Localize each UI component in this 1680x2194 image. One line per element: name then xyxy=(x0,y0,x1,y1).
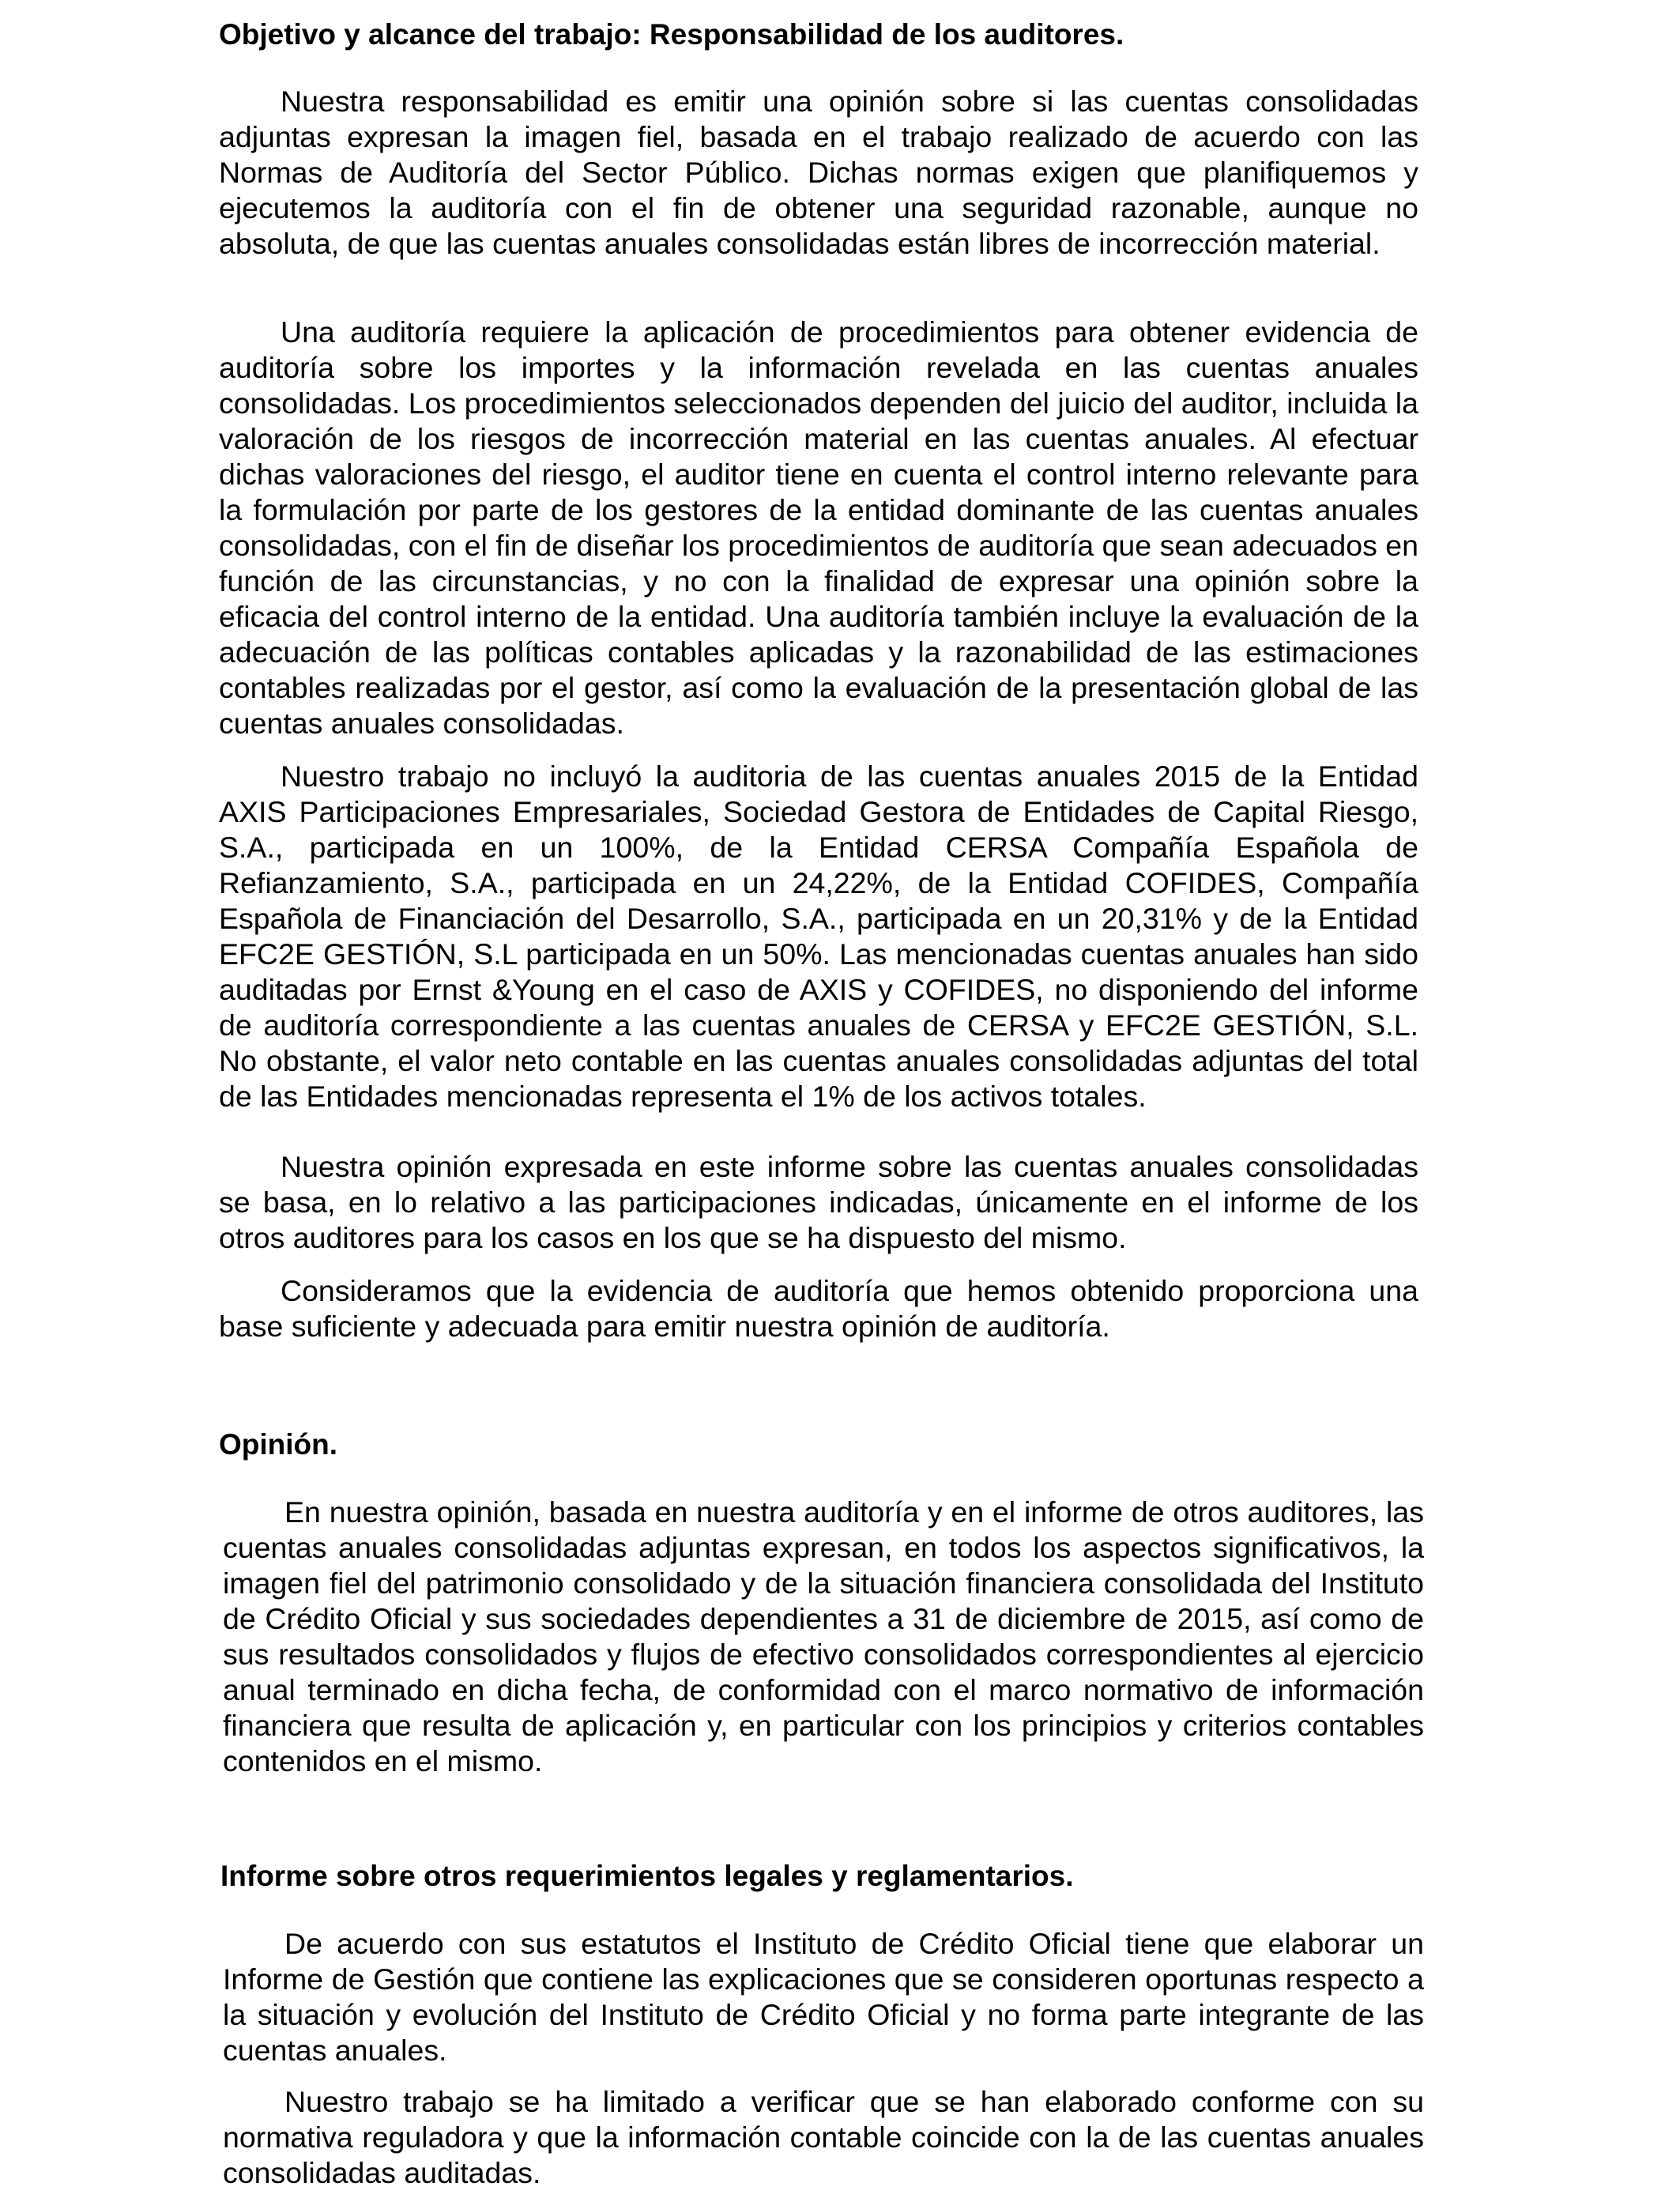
paragraph-opinion-1: En nuestra opinión, basada en nuestra auditoría y en el informe de otros auditores, las cuentas anuales consolidadas adjuntas expresan, en todos los aspectos significativos, la imagen fiel del patrimonio consolidado y de la situación financiera consolidada del Instituto de Crédito Oficial y sus sociedades dependientes a 31 de diciembre de 2015, así como de sus resultados consolidados y flujos de efectivo consolidados correspondientes al ejercicio anual terminado en dicha fecha, de conformidad con el marco normativo de información financiera que resulta de aplicación y, en particular con los principios y criterios contables contenidos en el mismo. xyxy=(223,1495,1424,1777)
paragraph-scope-2: Una auditoría requiere la aplicación de procedimientos para obtener evidencia de auditoría sobre los importes y la información revelada en las cuentas anuales consolidadas. Los procedimientos seleccionados dependen del juicio del auditor, incluida la valoración de los riesgos de incorrección material en las cuentas anuales. Al efectuar dichas valoraciones del riesgo, el auditor tiene en cuenta el control interno relevante para la formulación por parte de los gestores de la entidad dominante de las cuentas anuales consolidadas, con el fin de diseñar los procedimientos de auditoría que sean adecuados en función de las circunstancias, y no con la finalidad de expresar una opinión sobre la eficacia del control interno de la entidad. Una auditoría también incluye la evaluación de la adecuación de las políticas contables aplicadas y la razonabilidad de las estimaciones contables realizadas por el gestor, así como la evaluación de la presentación global de las cuentas anuales consolidadas. xyxy=(219,315,1418,740)
section-heading-legal: Informe sobre otros requerimientos legales y reglamentarios. xyxy=(220,1860,1074,1892)
section-heading-scope: Objetivo y alcance del trabajo: Responsabilidad de los auditores. xyxy=(219,18,1124,51)
paragraph-scope-3: Nuestro trabajo no incluyó la auditoria de las cuentas anuales 2015 de la Entidad AXIS Participaciones Empresariales, Sociedad Gestora de Entidades de Capital Riesgo, S.A., participada en un 100%, de la Entidad CERSA Compañía Española de Refianzamiento, S.A., participada en un 24,22%, de la Entidad COFIDES, Compañía Española de Financiación del Desarrollo, S.A., participada en un 20,31% y de la Entidad EFC2E GESTIÓN, S.L participada en un 50%. Las mencionadas cuentas anuales han sido auditadas por Ernst &Young en el caso de AXIS y COFIDES, no disponiendo del informe de auditoría correspondiente a las cuentas anuales de CERSA y EFC2E GESTIÓN, S.L. No obstante, el valor neto contable en las cuentas anuales consolidadas adjuntas del total de las Entidades mencionadas representa el 1% de los activos totales. xyxy=(219,760,1418,1113)
paragraph-scope-1: Nuestra responsabilidad es emitir una opinión sobre si las cuentas consolidadas adjuntas expresan la imagen fiel, basada en el trabajo realizado de acuerdo con las Normas de Auditoría del Sector Público. Dichas normas exigen que planifiquemos y ejecutemos la auditoría con el fin de obtener una seguridad razonable, aunque no absoluta, de que las cuentas anuales consolidadas están libres de incorrección material. xyxy=(219,85,1418,260)
paragraph-scope-4: Nuestra opinión expresada en este informe sobre las cuentas anuales consolidadas se basa, en lo relativo a las participaciones indicadas, únicamente en el informe de los otros auditores para los casos en los que se ha dispuesto del mismo. xyxy=(219,1150,1418,1254)
section-heading-opinion: Opinión. xyxy=(219,1428,338,1461)
paragraph-scope-5: Consideramos que la evidencia de auditoría que hemos obtenido proporciona una base suficiente y adecuada para emitir nuestra opinión de auditoría. xyxy=(219,1274,1418,1343)
paragraph-legal-2: Nuestro trabajo se ha limitado a verificar que se han elaborado conforme con su normativa reguladora y que la información contable coincide con la de las cuentas anuales consolidadas auditadas. xyxy=(223,2085,1424,2189)
paragraph-legal-1: De acuerdo con sus estatutos el Instituto de Crédito Oficial tiene que elaborar un Informe de Gestión que contiene las explicaciones que se consideren oportunas respecto a la situación y evolución del Instituto de Crédito Oficial y no forma parte integrante de las cuentas anuales. xyxy=(223,1927,1424,2067)
